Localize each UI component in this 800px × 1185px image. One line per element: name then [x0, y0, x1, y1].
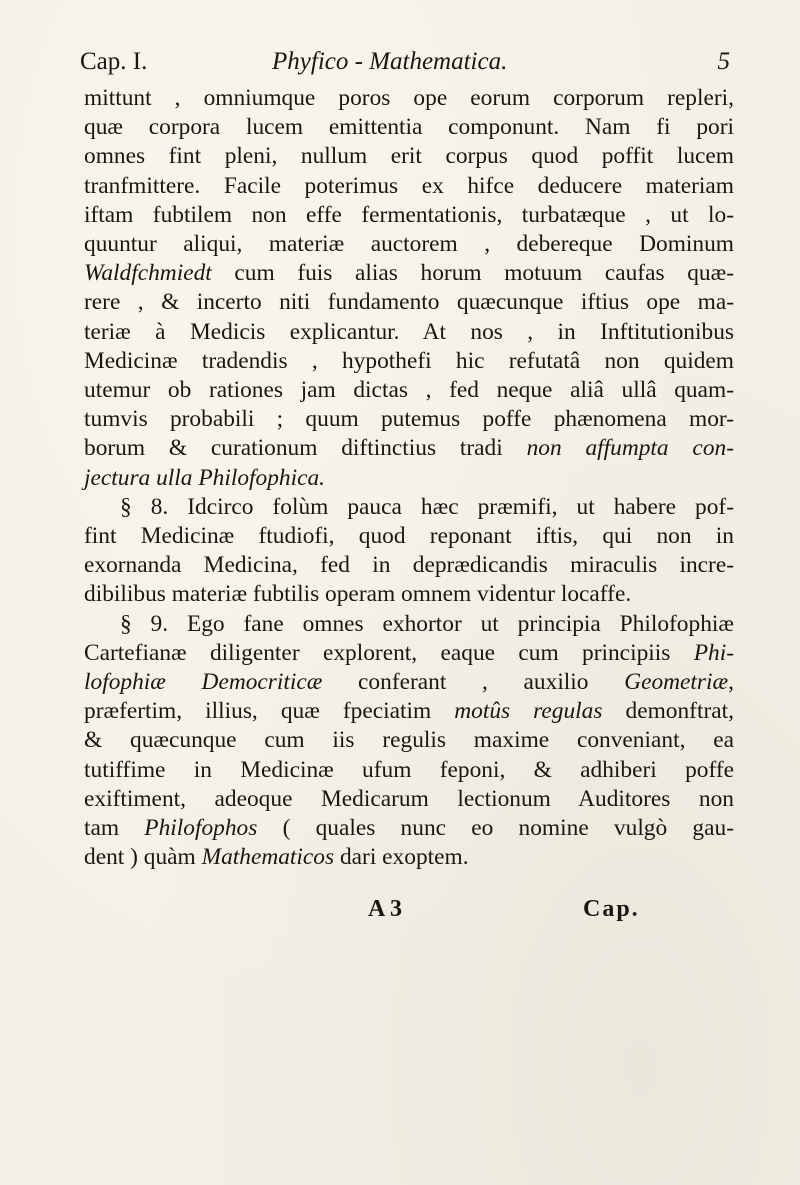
- text-segment: borum & curationum diftinctius tradi: [84, 435, 527, 462]
- text-segment: quæ corpora lucem emittentia componunt. Nam fi pori: [84, 114, 734, 141]
- text-segment: teriæ à Medicis explicantur. At nos , in Inftitutionibus: [84, 318, 734, 345]
- text-segment: cum fuis alias horum motuum caufas quæ-: [211, 260, 734, 287]
- text-line: [84, 347, 734, 376]
- paragraph: [84, 610, 734, 873]
- running-title: Phyfico - Mathematica.: [272, 48, 508, 75]
- text-line: [84, 522, 734, 551]
- page-footer: [0, 896, 800, 936]
- text-segment: exornanda Medicina, fed in deprædicandis miraculis incre-: [84, 552, 734, 579]
- text-line: [84, 726, 734, 755]
- text-line: [84, 814, 734, 843]
- text-line: [84, 259, 734, 288]
- text-segment: dibilibus materiæ fubtilis operam omnem videntur locaffe.: [84, 581, 632, 608]
- italic-text: Phi-: [693, 639, 734, 666]
- body-text: [84, 84, 734, 872]
- text-segment: § 9. Ego fane omnes exhortor ut principia Philofophiæ: [120, 610, 734, 637]
- text-segment: dari exoptem.: [334, 844, 469, 871]
- signature-mark: A 3: [368, 896, 403, 922]
- italic-text: non affumpta con-: [526, 435, 734, 462]
- text-line: [84, 785, 734, 814]
- text-line: [84, 610, 734, 639]
- text-line: [84, 434, 734, 463]
- text-segment: Cartefianæ diligenter explorent, eaque cum principiis: [84, 639, 694, 666]
- italic-text: Philofophos: [144, 815, 258, 842]
- running-header: [80, 48, 730, 84]
- text-line: [84, 756, 734, 785]
- text-segment: tutiffime in Medicinæ ufum feponi, & adhiberi poffe: [84, 756, 734, 783]
- text-line: [84, 843, 734, 872]
- text-line: [84, 493, 734, 522]
- text-line: [84, 464, 734, 493]
- catchword: Cap.: [583, 896, 640, 922]
- text-segment: omnes fint pleni, nullum erit corpus quod poffit lucem: [84, 143, 734, 170]
- text-segment: demonftrat,: [602, 698, 734, 725]
- text-line: [84, 201, 734, 230]
- text-line: [84, 405, 734, 434]
- chapter-label: Cap. I.: [80, 48, 148, 75]
- text-segment: fint Medicinæ ftudiofi, quod reponant iftis, qui non in: [84, 523, 734, 550]
- text-segment: § 8. Idcirco folùm pauca hæc præmifi, ut habere pof-: [120, 493, 734, 520]
- text-line: [84, 84, 734, 113]
- text-segment: conferant , auxilio: [322, 669, 625, 696]
- text-segment: exiftiment, adeoque Medicarum lectionum Auditores non: [84, 785, 734, 812]
- text-line: [84, 551, 734, 580]
- text-segment: tam: [84, 815, 145, 842]
- text-line: [84, 376, 734, 405]
- text-line: [84, 288, 734, 317]
- text-segment: præfertim, illius, quæ fpeciatim: [84, 698, 455, 725]
- italic-text: jectura ulla Philofophica.: [84, 464, 326, 491]
- italic-text: lofophiæ Democriticæ: [84, 669, 323, 696]
- italic-text: Geometriæ: [624, 669, 729, 696]
- italic-text: motûs regulas: [454, 698, 603, 725]
- text-segment: Medicinæ tradendis , hypothefi hic refutatâ non quidem: [84, 347, 734, 374]
- italic-text: Waldfchmiedt: [84, 260, 212, 287]
- text-line: [84, 230, 734, 259]
- text-segment: dent ) quàm: [84, 844, 202, 871]
- text-line: [84, 113, 734, 142]
- text-segment: ( quales nunc eo nomine vulgò gau-: [257, 815, 734, 842]
- text-segment: iftam fubtilem non effe fermentationis, turbatæque , ut lo-: [84, 201, 734, 228]
- text-segment: ,: [728, 669, 734, 696]
- text-line: [84, 668, 734, 697]
- text-line: [84, 580, 734, 609]
- text-segment: quuntur aliqui, materiæ auctorem , debereque Dominum: [84, 231, 734, 258]
- text-line: [84, 172, 734, 201]
- text-line: [84, 318, 734, 347]
- text-segment: mittunt , omniumque poros ope eorum corporum repleri,: [84, 85, 734, 111]
- italic-text: Mathematicos: [201, 844, 335, 871]
- page-number: 5: [717, 48, 730, 75]
- text-segment: rere , & incerto niti fundamento quæcunque iftius ope ma-: [84, 289, 734, 316]
- text-line: [84, 697, 734, 726]
- text-segment: & quæcunque cum iis regulis maxime conveniant, ea: [84, 727, 734, 754]
- paragraph: [84, 84, 734, 493]
- text-segment: utemur ob rationes jam dictas , fed neque aliâ ullâ quam-: [84, 377, 734, 404]
- text-line: [84, 142, 734, 171]
- text-segment: tumvis probabili ; quum putemus poffe phænomena mor-: [84, 406, 734, 433]
- text-segment: tranfmittere. Facile poterimus ex hifce deducere materiam: [84, 172, 734, 199]
- text-line: [84, 639, 734, 668]
- paragraph: [84, 493, 734, 610]
